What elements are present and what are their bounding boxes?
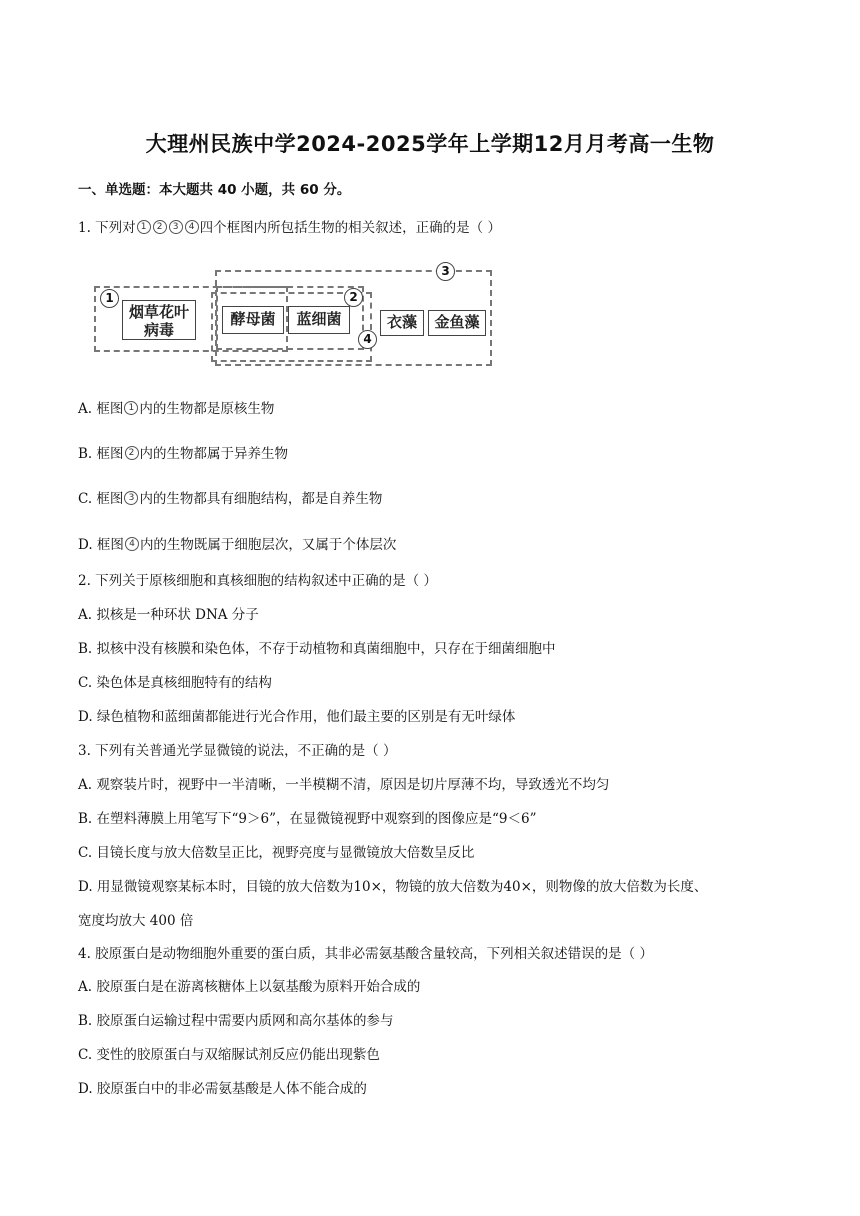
question-4-option-c: C. 变性的胶原蛋白与双缩脲试剂反应仍能出现紫色 <box>78 1047 380 1063</box>
organism-hornwort: 金鱼藻 <box>428 310 486 336</box>
question-3-option-a: A. 观察装片时，视野中一半清晰，一半模糊不清，原因是切片厚薄不均，导致透光不均匀 <box>78 777 610 793</box>
diagram-label-2: 2 <box>344 288 363 307</box>
circle-number: 3 <box>124 491 138 505</box>
question-3-option-c: C. 目镜长度与放大倍数呈正比，视野亮度与显微镜放大倍数呈反比 <box>78 845 475 861</box>
question-3-option-d-cont: 宽度均放大 400 倍 <box>78 913 194 929</box>
question-2-option-a: A. 拟核是一种环状 DNA 分子 <box>78 607 259 623</box>
diagram-label-1: 1 <box>100 289 119 308</box>
organism-chlamydomonas: 衣藻 <box>380 310 424 336</box>
circle-number: 3 <box>169 220 183 234</box>
question-4-option-b: B. 胶原蛋白运输过程中需要内质网和高尔基体的参与 <box>78 1013 394 1029</box>
circle-number: 4 <box>185 220 199 234</box>
circle-number: 1 <box>137 220 151 234</box>
circle-number: 2 <box>153 220 167 234</box>
question-1-option-c: C. 框图 3 内的生物都具有细胞结构，都是自养生物 <box>78 491 383 507</box>
question-4-option-a: A. 胶原蛋白是在游离核糖体上以氨基酸为原料开始合成的 <box>78 979 421 995</box>
question-4-option-d: D. 胶原蛋白中的非必需氨基酸是人体不能合成的 <box>78 1081 367 1097</box>
question-1-stem: 1. 下列对 1 2 3 4 四个框图内所包括生物的相关叙述，正确的是（ ） <box>78 220 501 236</box>
question-2-option-c: C. 染色体是真核细胞特有的结构 <box>78 675 272 691</box>
diagram-label-4: 4 <box>358 330 377 349</box>
page-title: 大理州民族中学2024-2025学年上学期12月月考高一生物 <box>145 132 715 156</box>
question-3-option-d: D. 用显微镜观察某标本时，目镜的放大倍数为10×，物镜的放大倍数为40×，则物像的放大倍数为长度、 <box>78 879 708 895</box>
question-2-option-b: B. 拟核中没有核膜和染色体，不存于动植物和真菌细胞中，只存在于细菌细胞中 <box>78 641 556 657</box>
circle-number: 1 <box>124 401 138 415</box>
question-4-stem: 4. 胶原蛋白是动物细胞外重要的蛋白质，其非必需氨基酸含量较高，下列相关叙述错误的是（ ） <box>78 946 653 962</box>
organism-yeast: 酵母菌 <box>222 306 284 334</box>
question-1-option-b: B. 框图 2 内的生物都属于异养生物 <box>78 446 289 462</box>
question-1-option-a: A. 框图 1 内的生物都是原核生物 <box>78 401 275 417</box>
organism-tmv: 烟草花叶 病毒 <box>122 300 196 340</box>
diagram-label-3: 3 <box>436 262 455 281</box>
question-2-stem: 2. 下列关于原核细胞和真核细胞的结构叙述中正确的是（ ） <box>78 573 437 589</box>
circle-number: 4 <box>125 537 139 551</box>
question-1-option-d: D. 框图 4 内的生物既属于细胞层次，又属于个体层次 <box>78 537 397 553</box>
question-1-diagram <box>92 262 492 370</box>
section-heading: 一、单选题：本大题共 40 小题，共 60 分。 <box>78 182 351 198</box>
question-3-option-b: B. 在塑料薄膜上用笔写下“9＞6”，在显微镜视野中观察到的图像应是“9＜6” <box>78 811 537 827</box>
question-3-stem: 3. 下列有关普通光学显微镜的说法，不正确的是（ ） <box>78 743 397 759</box>
circle-number: 2 <box>125 446 139 460</box>
question-2-option-d: D. 绿色植物和蓝细菌都能进行光合作用，他们最主要的区别是有无叶绿体 <box>78 709 516 725</box>
organism-cyanobacteria: 蓝细菌 <box>288 306 350 334</box>
